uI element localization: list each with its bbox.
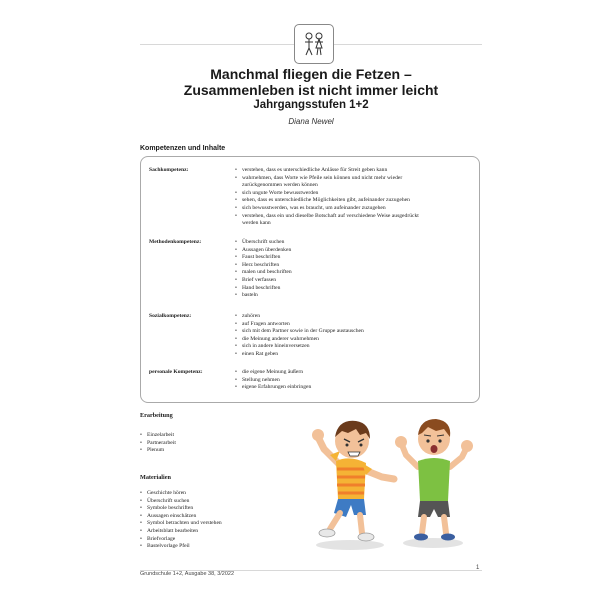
- list-item-continuation: werden kann: [242, 220, 271, 227]
- list-item: • Bastelvorlage Pfeil: [140, 543, 222, 551]
- list-item: • Briefvorlage: [140, 536, 222, 544]
- list-item: • die eigene Meinung äußern: [235, 369, 473, 377]
- list-item: • auf Fragen antworten: [235, 321, 473, 329]
- list-item: • sich ungute Worte bewusstwerden: [235, 190, 473, 198]
- page-number: 1: [476, 565, 480, 571]
- methodenkompetenz-list: [235, 239, 473, 300]
- sozialkompetenz-list: [235, 313, 473, 359]
- erarbeitung-heading: Erarbeitung: [140, 412, 173, 419]
- list-item: • verstehen, dass ein und dieselbe Botschaft auf verschiedene Weise ausgedrückt: [235, 213, 473, 221]
- list-item: • Stellung nehmen: [235, 377, 473, 385]
- footer-publication: Grundschule 1+2, Ausgabe 38, 3/2022: [140, 571, 235, 577]
- grade-level: Jahrgangsstufen 1+2: [253, 99, 369, 111]
- list-item: • Arbeitsblatt bearbeiten: [140, 528, 222, 536]
- list-item: • verstehen, dass es unterschiedliche Anlässe für Streit geben kann: [235, 167, 473, 175]
- list-item: • Geschichte hören: [140, 490, 222, 498]
- list-item: • eigene Erfahrungen einbringen: [235, 384, 473, 392]
- scared-boy-figure: [395, 419, 473, 541]
- list-item: • Faust beschriften: [235, 254, 473, 262]
- title-line-2: Zusammenleben ist nicht immer leicht: [183, 82, 439, 98]
- list-item: • Aussagen einschätzen: [140, 513, 222, 521]
- list-item: • Plenum: [140, 447, 176, 455]
- list-item: • Herz beschriften: [235, 262, 473, 270]
- erarbeitung-list: [140, 432, 176, 455]
- list-item: • Symbol betrachten und verstehen: [140, 520, 222, 528]
- group-label: Sozialkompetenz:: [149, 313, 192, 319]
- list-item: • Überschrift suchen: [235, 239, 473, 247]
- list-item: • einen Rat geben: [235, 351, 473, 359]
- angry-boy-figure: [312, 421, 394, 541]
- arguing-boys-illustration: [300, 405, 485, 555]
- list-item: • sich bewusstwerden, was es braucht, um aufeinander zuzugehen: [235, 205, 473, 213]
- author-name: Diana Newel: [288, 117, 334, 126]
- list-item: • sich in andere hineinversetzen: [235, 343, 473, 351]
- list-item: • Überschrift suchen: [140, 498, 222, 506]
- list-item: • Hand beschriften: [235, 285, 473, 293]
- sachkompetenz-list: [235, 167, 473, 228]
- list-item: • Partnerarbeit: [140, 440, 176, 448]
- page-title: [140, 66, 482, 98]
- list-item: • Aussagen überdenken: [235, 247, 473, 255]
- group-label: personale Kompetenz:: [149, 369, 203, 375]
- list-item: • malen und beschriften: [235, 269, 473, 277]
- list-item: • zuhören: [235, 313, 473, 321]
- list-item: • Symbole beschriften: [140, 505, 222, 513]
- title-line-1: Manchmal fliegen die Fetzen –: [210, 66, 412, 82]
- list-item: • die Meinung anderer wahrnehmen: [235, 336, 473, 344]
- group-label: Methodenkompetenz:: [149, 239, 202, 245]
- list-item: • sehen, dass es unterschiedliche Möglichkeiten gibt, aufeinander zuzugehen: [235, 197, 473, 205]
- kompetenzen-box: [140, 156, 480, 403]
- personale-kompetenz-list: [235, 369, 473, 392]
- list-item-continuation: zurückgenommen werden können: [242, 182, 318, 189]
- list-item: • wahrnehmen, dass Worte wie Pfeile sein können und nicht mehr wieder: [235, 175, 473, 183]
- list-item: • basteln: [235, 292, 473, 300]
- children-icon: [294, 24, 334, 64]
- list-item: • Einzelarbeit: [140, 432, 176, 440]
- group-label: Sachkompetenz:: [149, 167, 189, 173]
- materialien-heading: Materialien: [140, 474, 171, 481]
- materialien-list: [140, 490, 222, 551]
- list-item: • sich mit dem Partner sowie in der Gruppe austauschen: [235, 328, 473, 336]
- kompetenzen-heading: Kompetenzen und Inhalte: [140, 145, 226, 152]
- list-item: • Brief verfassen: [235, 277, 473, 285]
